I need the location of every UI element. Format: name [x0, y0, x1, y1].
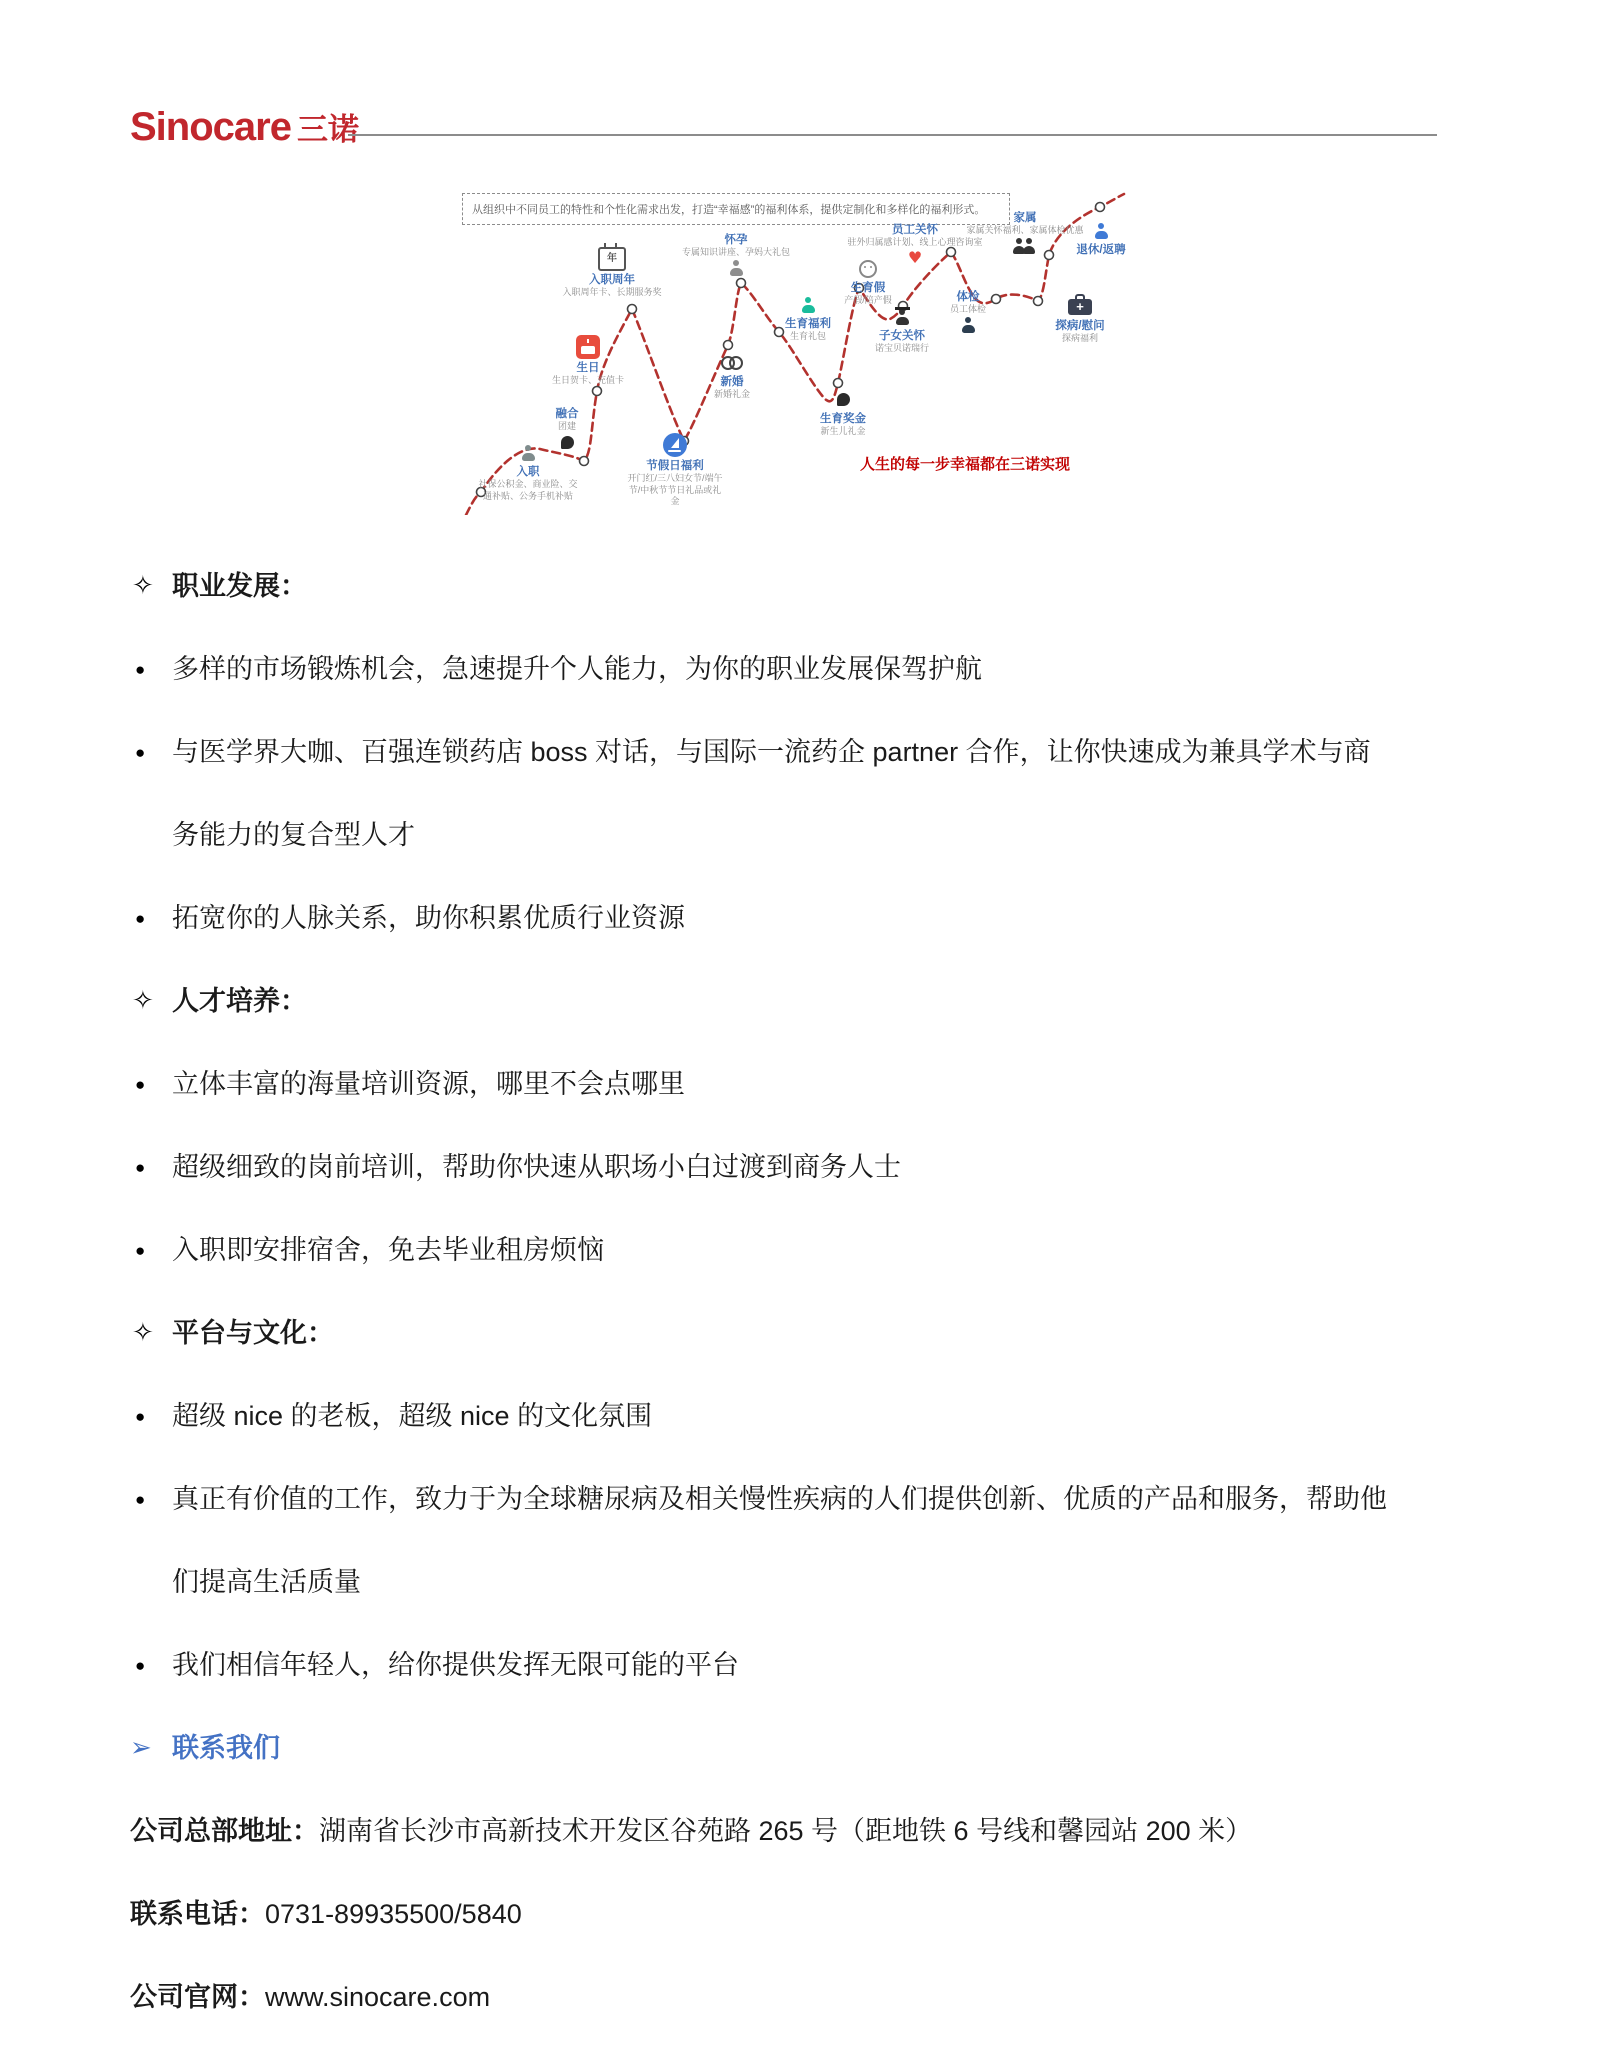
bullet-text: 立体丰富的海量培训资源，哪里不会点哪里 — [172, 1069, 685, 1099]
bullet-icon: ● — [135, 1407, 146, 1426]
wedding-icon — [721, 356, 743, 369]
milestone-label: 节假日福利 — [646, 460, 704, 472]
contact-line-text — [130, 1790, 1350, 1873]
bullet-text: 多样的市场锻炼机会，急速提升个人能力，为你的职业发展保驾护航 — [172, 654, 982, 684]
bullet-item — [130, 1043, 1392, 1126]
bullet-item — [130, 711, 1392, 877]
bullet-icon: ● — [135, 1490, 146, 1509]
diagram-slogan: 人生的每一步幸福都在三诺实现 — [860, 456, 1071, 473]
diamond-bullet-icon: ✧ — [132, 1318, 154, 1348]
milestone-label: 入职 — [516, 466, 540, 478]
milestone-visit-condolence — [1033, 297, 1128, 345]
bullet-text: 入职即安排宿舍，免去毕业租房烦恼 — [172, 1235, 604, 1265]
milestone-label: 子女关怀 — [879, 330, 925, 342]
diagram-banner-text: 从组织中不同员工的特性和个性化需求出发，打造“幸福感”的福利体系，提供定制化和多样化的福利形式。 — [462, 193, 1010, 225]
children-care-icon — [895, 309, 910, 325]
milestone-sublabel: 生育礼包 — [789, 331, 826, 342]
anniversary-icon: 年 — [598, 247, 626, 271]
bullet-item — [130, 1209, 1392, 1292]
milestone-sublabel: 入职周年卡、长期服务奖 — [562, 287, 662, 298]
bullet-item — [130, 1458, 1392, 1624]
bullet-item — [130, 877, 1392, 960]
checkup-icon — [961, 317, 976, 333]
contact-heading-text: 联系我们 — [172, 1733, 280, 1763]
header-rule — [348, 134, 1437, 136]
milestone-anniversary — [545, 247, 680, 299]
contact-line — [130, 1873, 1392, 1956]
sinocare-logo — [130, 104, 359, 150]
milestone-sublabel: 产假/陪产假 — [844, 295, 892, 306]
milestone-label: 生日 — [576, 362, 600, 374]
employee-care-icon: ♥ — [907, 248, 923, 268]
milestone-retirement — [1061, 221, 1141, 257]
milestone-holiday-benefit — [625, 433, 725, 507]
bullet-text: 真正有价值的工作，致力于为全球糖尿病及相关慢性疾病的人们提供创新、优质的产品和服务，帮助他们提高生活质量 — [172, 1484, 1387, 1597]
welfare-journey-diagram — [460, 185, 1130, 515]
arrow-bullet-icon: ➢ — [130, 1733, 152, 1763]
milestone-label: 新婚 — [720, 376, 744, 388]
baby-bonus-icon — [837, 393, 850, 406]
section-heading-text: 职业发展： — [172, 571, 307, 601]
milestone-label: 入职周年 — [589, 274, 635, 286]
bullet-text: 拓宽你的人脉关系，助你积累优质行业资源 — [172, 903, 685, 933]
diamond-bullet-icon: ✧ — [132, 571, 154, 601]
milestone-label: 怀孕 — [724, 234, 748, 246]
milestone-label: 体检 — [956, 291, 980, 303]
milestone-sublabel: 新婚礼金 — [713, 389, 750, 400]
section-heading — [130, 960, 1392, 1043]
bullet-icon: ● — [135, 1656, 146, 1675]
birthday-icon — [576, 335, 600, 359]
bullet-item — [130, 1126, 1392, 1209]
bullet-item — [130, 1624, 1392, 1707]
milestone-sublabel: 社保公积金、商业险、交通补贴、公务手机补贴 — [478, 479, 578, 501]
contact-line-value: 0731-89935500/5840 — [265, 1899, 522, 1929]
milestone-sublabel: 诺宝贝诺瑞行 — [874, 343, 929, 354]
visit-condolence-icon: + — [1068, 299, 1092, 315]
milestone-sublabel: 新生儿礼金 — [820, 426, 866, 437]
section-heading — [130, 545, 1392, 628]
bullet-text: 我们相信年轻人，给你提供发挥无限可能的平台 — [172, 1650, 739, 1680]
bullet-icon: ● — [135, 909, 146, 928]
milestone-label: 员工关怀 — [892, 224, 938, 236]
milestone-integration — [532, 407, 602, 455]
milestone-sublabel: 生日贺卡、充值卡 — [551, 375, 624, 386]
contact-line — [130, 1956, 1392, 2039]
retirement-icon — [1094, 223, 1109, 239]
milestone-sublabel: 专属知识讲座、孕妈大礼包 — [681, 247, 790, 258]
milestone-birthday — [533, 335, 643, 387]
contact-line-label: 联系电话： — [130, 1899, 265, 1929]
milestone-sublabel: 员工体检 — [949, 304, 986, 315]
section-heading-text: 平台与文化： — [172, 1318, 334, 1348]
milestone-sublabel: 探病福利 — [1061, 333, 1098, 344]
milestone-baby-bonus — [798, 390, 888, 438]
milestone-pregnancy — [661, 233, 811, 281]
bullet-icon: ● — [135, 743, 146, 762]
contact-line-text — [130, 1873, 1350, 1956]
bullet-item — [130, 1375, 1392, 1458]
contact-line-value: www.sinocare.com — [265, 1982, 491, 2012]
logo-cn-text: 三诺 — [296, 112, 359, 147]
bullet-icon: ● — [135, 1241, 146, 1260]
milestone-sublabel: 驻外归属感计划、线上心理咨询室 — [847, 237, 983, 248]
milestone-label: 探病/慰问 — [1055, 320, 1105, 332]
maternity-benefit-icon — [801, 297, 816, 313]
bullet-icon: ● — [135, 1158, 146, 1177]
contact-line — [130, 1790, 1392, 1873]
milestone-label: 家属 — [1013, 212, 1037, 224]
contact-line-label: 公司官网： — [130, 1982, 265, 2012]
bullet-item — [130, 628, 1392, 711]
milestone-sublabel: 开门红/三八妇女节/端午节/中秋节节日礼品或礼金 — [627, 473, 723, 506]
section-heading — [130, 1292, 1392, 1375]
milestone-label: 生育奖金 — [820, 413, 866, 425]
milestone-sublabel: 家属关怀福利、家属体检优惠 — [966, 225, 1084, 236]
milestone-sublabel: 团建 — [557, 421, 576, 432]
milestone-label: 生育福利 — [785, 318, 831, 330]
contact-heading — [130, 1707, 1392, 1790]
document-body — [130, 545, 1392, 2039]
logo-latin-text: Sinocare — [130, 105, 291, 149]
section-heading-text: 人才培养： — [172, 986, 307, 1016]
contact-line-text — [130, 1956, 1350, 2039]
contact-line-value: 湖南省长沙市高新技术开发区谷苑路 265 号（距地铁 6 号线和馨园站 200 米） — [319, 1816, 1253, 1846]
diamond-bullet-icon: ✧ — [132, 986, 154, 1016]
family-icon — [1013, 238, 1038, 254]
milestone-checkup — [928, 290, 1008, 338]
milestone-label: 融合 — [555, 408, 579, 420]
bullet-icon: ● — [135, 660, 146, 679]
milestone-label: 生育假 — [850, 282, 886, 294]
contact-line-label: 公司总部地址： — [130, 1816, 319, 1846]
integration-icon — [561, 436, 574, 449]
bullet-text: 与医学界大咖、百强连锁药店 boss 对话，与国际一流药企 partner 合作，让你快速成为兼具学术与商务能力的复合型人才 — [172, 737, 1371, 850]
pregnancy-icon — [729, 260, 744, 276]
holiday-benefit-icon — [663, 433, 687, 457]
milestone-wedding — [687, 353, 777, 401]
bullet-icon: ● — [135, 1075, 146, 1094]
milestone-label: 退休/返聘 — [1076, 244, 1126, 256]
bullet-text: 超级 nice 的老板，超级 nice 的文化氛围 — [172, 1401, 653, 1431]
bullet-text: 超级细致的岗前培训，帮助你快速从职场小白过渡到商务人士 — [172, 1152, 901, 1182]
